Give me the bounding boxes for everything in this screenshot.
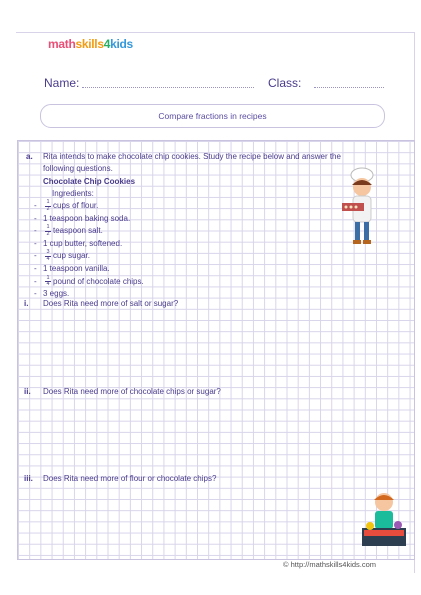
ingredient-bullet: - bbox=[34, 201, 37, 210]
recipe-title: Chocolate Chip Cookies bbox=[43, 177, 136, 186]
ingredient-text: 1 teaspoon baking soda. bbox=[43, 213, 131, 223]
fraction-denominator: 4 bbox=[46, 281, 50, 288]
ingredient-bullet: - bbox=[34, 251, 37, 261]
ingredient-bullet: - bbox=[34, 238, 37, 248]
logo: mathskills4kids bbox=[48, 37, 133, 51]
ingredient-fraction bbox=[45, 225, 51, 237]
ingredient-item bbox=[43, 250, 90, 262]
ingredient-fraction bbox=[45, 276, 51, 288]
ingredient-text: 1 cup butter, softened. bbox=[43, 238, 123, 248]
question-marker: a. bbox=[26, 152, 33, 161]
name-label: Name: bbox=[44, 76, 80, 90]
ingredient-item bbox=[43, 225, 103, 237]
subquestion-number: i. bbox=[24, 299, 29, 308]
boy-cooking-illustration bbox=[360, 490, 412, 552]
subquestion-text: Does Rita need more of chocolate chips or sugar? bbox=[43, 387, 221, 396]
ingredient-item bbox=[43, 200, 98, 212]
question-intro-line2: following questions. bbox=[43, 164, 113, 173]
class-field[interactable] bbox=[314, 87, 384, 88]
name-field[interactable] bbox=[82, 87, 254, 88]
ingredient-item bbox=[43, 289, 69, 298]
fraction-numerator: 1 bbox=[46, 274, 50, 281]
ingredient-item bbox=[43, 239, 122, 248]
chef-girl-illustration bbox=[338, 167, 386, 247]
fraction-numerator: 3 bbox=[46, 249, 50, 256]
fraction-denominator: 4 bbox=[46, 255, 50, 262]
ingredients-label: Ingredients: bbox=[52, 189, 94, 198]
ingredient-item bbox=[43, 276, 144, 288]
ingredient-bullet: - bbox=[34, 226, 37, 236]
ingredient-text: cups of flour. bbox=[53, 201, 99, 211]
ingredient-fraction bbox=[45, 200, 51, 212]
ingredient-item bbox=[43, 264, 110, 273]
subquestion-number: iii. bbox=[24, 474, 33, 483]
question-intro-line1: Rita intends to make chocolate chip cookies. Study the recipe below and answer the bbox=[43, 152, 341, 161]
ingredient-text: teaspoon salt. bbox=[53, 226, 103, 236]
ingredient-bullet: - bbox=[34, 276, 37, 286]
ingredient-bullet: - bbox=[34, 264, 37, 273]
ingredient-text: cup sugar. bbox=[53, 251, 90, 261]
subquestion-number: ii. bbox=[24, 387, 31, 396]
fraction-denominator: 2 bbox=[46, 230, 50, 237]
subquestion-text: Does Rita need more of flour or chocolate chips? bbox=[43, 474, 217, 483]
ingredient-item bbox=[43, 214, 130, 223]
ingredient-text: 1 teaspoon vanilla. bbox=[43, 264, 110, 273]
ingredient-bullet: - bbox=[34, 289, 37, 299]
subquestion-text: Does Rita need more of salt or sugar? bbox=[43, 299, 179, 308]
ingredient-text: 3 eggs. bbox=[43, 289, 70, 299]
class-label: Class: bbox=[268, 76, 302, 90]
worksheet-title: Compare fractions in recipes bbox=[40, 104, 385, 128]
footer-copyright: © http://mathskills4kids.com bbox=[283, 560, 377, 569]
fraction-denominator: 2 bbox=[46, 205, 50, 212]
ingredient-bullet: - bbox=[34, 213, 37, 223]
fraction-numerator: 1 bbox=[46, 199, 50, 205]
ingredient-fraction bbox=[45, 250, 51, 262]
fraction-numerator: 1 bbox=[46, 224, 50, 231]
ingredient-text: pound of chocolate chips. bbox=[53, 276, 144, 286]
